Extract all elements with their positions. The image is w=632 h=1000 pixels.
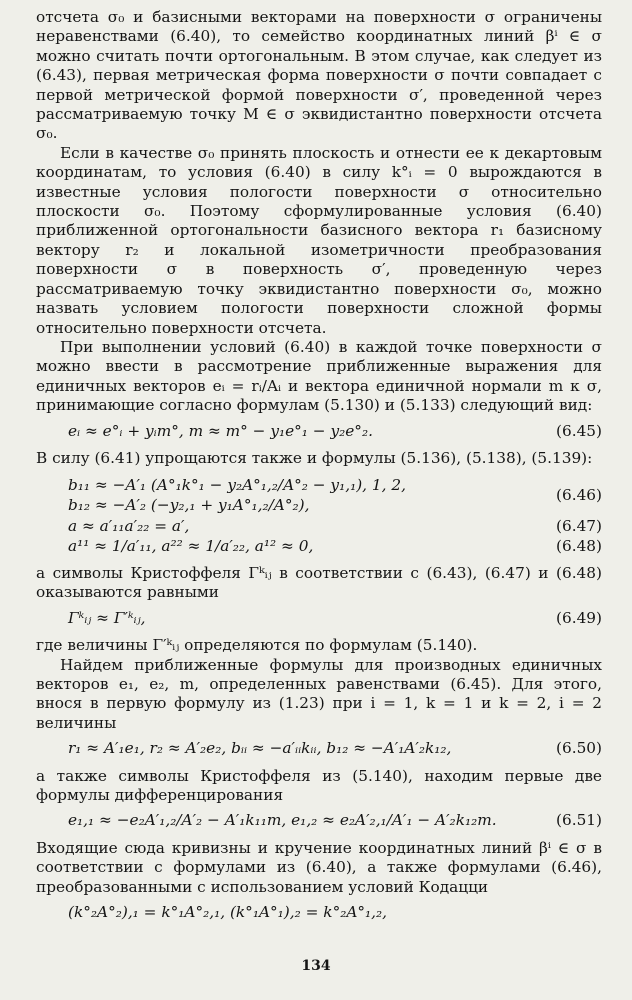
page-number: 134 (301, 958, 331, 974)
equation-6-51 (36, 811, 602, 830)
equation-6-47-body: a ≈ a′₁₁a′₂₂ = a′, (68, 517, 190, 536)
paragraph-9: Входящие сюда кривизны и кручение координатных линий βⁱ ∈ σ в соответствии с формулами из (6.40), а также формулами (6.46), преобразованными с использованием условий Кодацци (36, 838, 602, 896)
equation-6-46-line-2: b₁₂ ≈ −A′₂ (−y₂,₁ + y₁A°₁,₂/A°₂), (68, 495, 310, 514)
equation-6-51-number: (6.51) (556, 811, 602, 830)
equation-kodazzi (36, 903, 602, 922)
equation-6-48-number: (6.48) (556, 536, 602, 555)
equation-6-47 (36, 517, 602, 536)
equation-kodazzi-body: (k°₂A°₂),₁ = k°₁A°₂,₁, (k°₁A°₁),₂ = k°₂A°₁,₂, (68, 903, 388, 922)
equation-6-50 (36, 739, 602, 758)
paragraph-2: Если в качестве σ₀ принять плоскость и отнести ее к декартовым координатам, то условия (6.40) в силу k°ᵢ = 0 вырождаются в известные условия пологости поверхности σ относительно плоскости σ₀. Поэтому сформулированные условия (6.40) приближенной ортогональности базисного вектора r₁ базисному вектору r₂ и локальной изометричности преобразования поверхности σ в поверхность σ′, проведенную через рассматриваемую точку эквидистантно поверхности σ₀, можно назвать условием пологости поверхности сложной формы относительно поверхности отсчета. (36, 143, 602, 337)
paragraph-4: В силу (6.41) упрощаются также и формулы (5.136), (5.138), (5.139): (36, 448, 593, 467)
equation-6-50-number: (6.50) (556, 739, 602, 758)
paragraph-7: Найдем приближенные формулы для производных единичных векторов e₁, e₂, m, определенных равенствами (6.45). Для этого, внося в первую формулу из (1.23) при i = 1, k = 1 и k = 2, i = 2 величины (36, 655, 602, 732)
equation-6-46 (36, 476, 602, 515)
equation-6-48-body: a¹¹ ≈ 1/a′₁₁, a²² ≈ 1/a′₂₂, a¹² ≈ 0, (68, 536, 314, 555)
paragraph-6: где величины Γ′ᵏᵢⱼ определяются по формулам (5.140). (36, 636, 478, 655)
equation-6-51-body: e₁,₁ ≈ −e₂A′₁,₂/A′₂ − A′₁k₁₁m, e₁,₂ ≈ e₂A′₂,₁/A′₁ − A′₂k₁₂m. (68, 811, 497, 830)
equation-6-45-body: eᵢ ≈ e°ᵢ + yᵢm°, m ≈ m° − y₁e°₁ − y₂e°₂. (68, 421, 373, 440)
equation-6-49-body: Γᵏᵢⱼ ≈ Γ′ᵏᵢⱼ, (68, 608, 146, 627)
equation-6-45-number: (6.45) (556, 421, 602, 440)
paragraph-5: а символы Кристоффеля Γᵏᵢⱼ в соответствии с (6.43), (6.47) и (6.48) оказываются равными (36, 563, 602, 602)
equation-6-48 (36, 537, 602, 556)
equation-6-49 (36, 609, 602, 628)
equation-6-46-line-1: b₁₁ ≈ −A′₁ (A°₁k°₁ − y₂A°₁,₂/A°₂ − y₁,₁), 1, 2, (68, 476, 406, 495)
equation-6-50-body: r₁ ≈ A′₁e₁, r₂ ≈ A′₂e₂, bᵢᵢ ≈ −a′ᵢᵢkᵢᵢ, b₁₂ ≈ −A′₁A′₂k₁₂, (68, 739, 452, 758)
equation-6-47-number: (6.47) (556, 517, 602, 536)
equation-6-49-number: (6.49) (556, 608, 602, 627)
paragraph-1: отсчета σ₀ и базисными векторами на поверхности σ ограничены неравенствами (6.40), то семейство координатных линий βⁱ ∈ σ можно считать почти ортогональным. В этом случае, как следует из (6.43), первая метрическая форма поверхности σ почти совпадает с первой метрической формой поверхности σ′, проведенной через рассматриваемую точку M ∈ σ эквидистантно поверхности отсчета σ₀. (36, 8, 602, 143)
equation-6-46-number: (6.46) (556, 486, 602, 505)
equation-6-45 (36, 422, 602, 441)
paragraph-3: При выполнении условий (6.40) в каждой точке поверхности σ можно ввести в рассмотрение приближенные выражения для единичных векторов eᵢ = rᵢ/Aᵢ и вектора единичной нормали m к σ, принимающие согласно формулам (5.130) и (5.133) следующий вид: (36, 337, 602, 415)
paragraph-8: а также символы Кристоффеля из (5.140), находим первые две формулы дифференцирования (36, 766, 602, 805)
